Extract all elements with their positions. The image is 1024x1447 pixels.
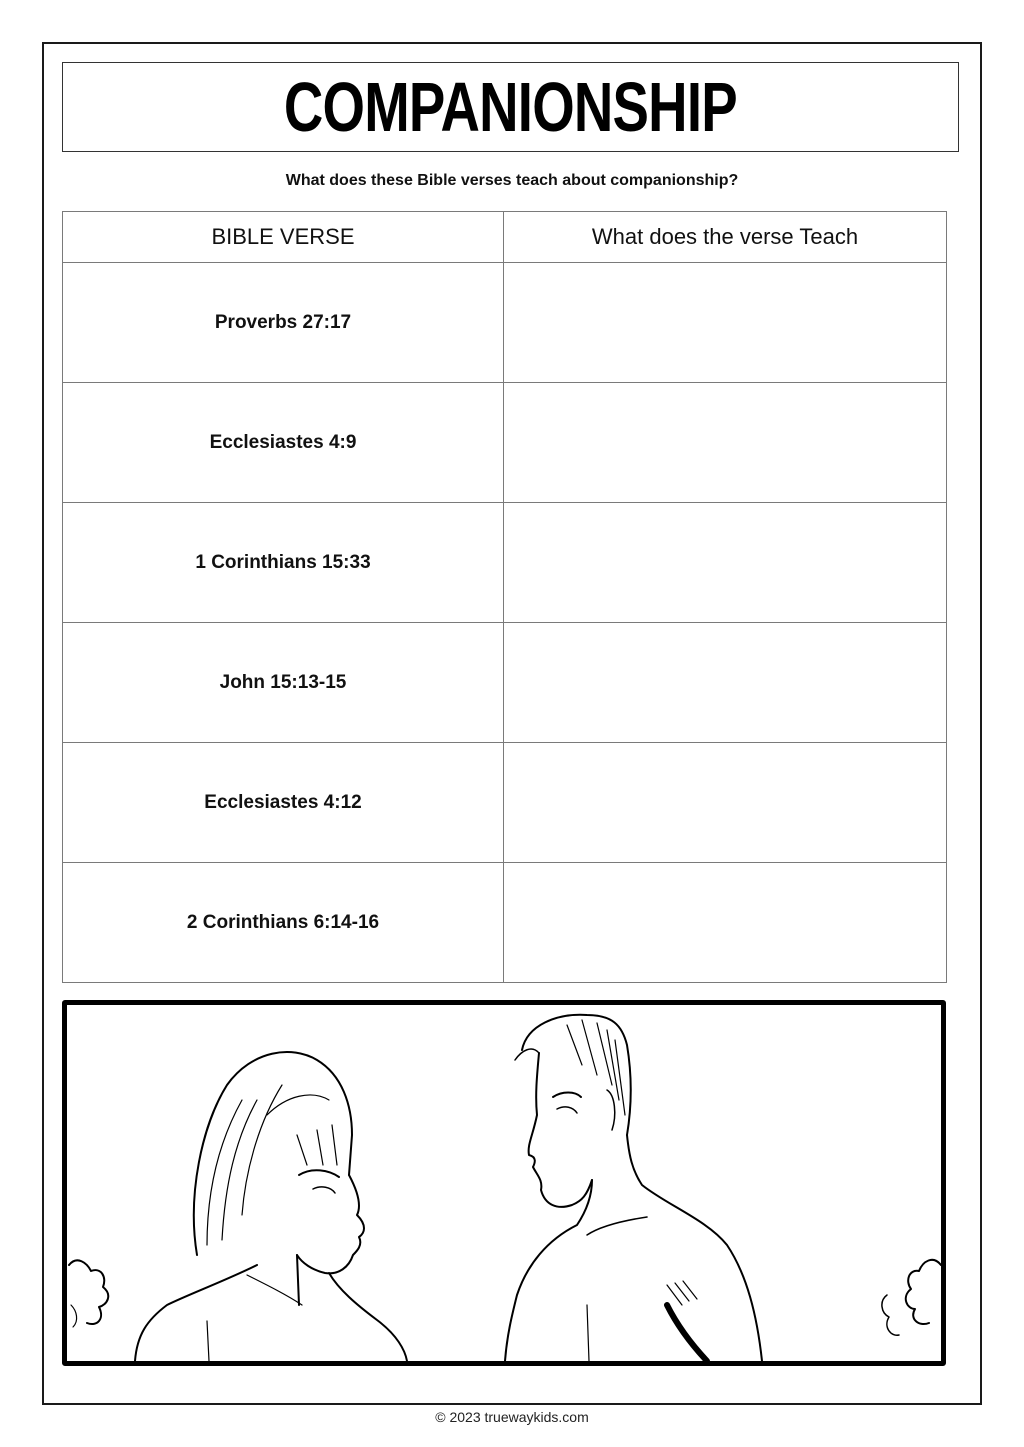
header-bible-verse: BIBLE VERSE [63,212,504,263]
title-box [62,62,959,152]
table-row [63,503,947,623]
answer-cell[interactable] [504,503,947,623]
table-header-row [63,212,947,263]
answer-cell[interactable] [504,383,947,503]
illustration-panel [62,1000,946,1366]
verse-cell: Ecclesiastes 4:9 [63,383,504,503]
answer-cell[interactable] [504,743,947,863]
header-what-verse-teaches: What does the verse Teach [504,212,947,263]
instructions-text: What does these Bible verses teach about companionship? [285,172,739,189]
answer-cell[interactable] [504,863,947,983]
table-row [63,623,947,743]
verse-cell: John 15:13-15 [63,623,504,743]
table-row [63,863,947,983]
table-row [63,263,947,383]
verse-cell: 2 Corinthians 6:14-16 [63,863,504,983]
verse-cell: Proverbs 27:17 [63,263,504,383]
table-row [63,743,947,863]
answer-cell[interactable] [504,263,947,383]
verse-cell: 1 Corinthians 15:33 [63,503,504,623]
answer-cell[interactable] [504,623,947,743]
verse-worksheet-table [62,211,947,983]
verse-cell: Ecclesiastes 4:12 [63,743,504,863]
table-row [63,383,947,503]
copyright-footer: © 2023 truewaykids.com [435,1409,589,1425]
page-title: COMPANIONSHIP [284,68,737,146]
couple-illustration-icon [67,1005,941,1361]
